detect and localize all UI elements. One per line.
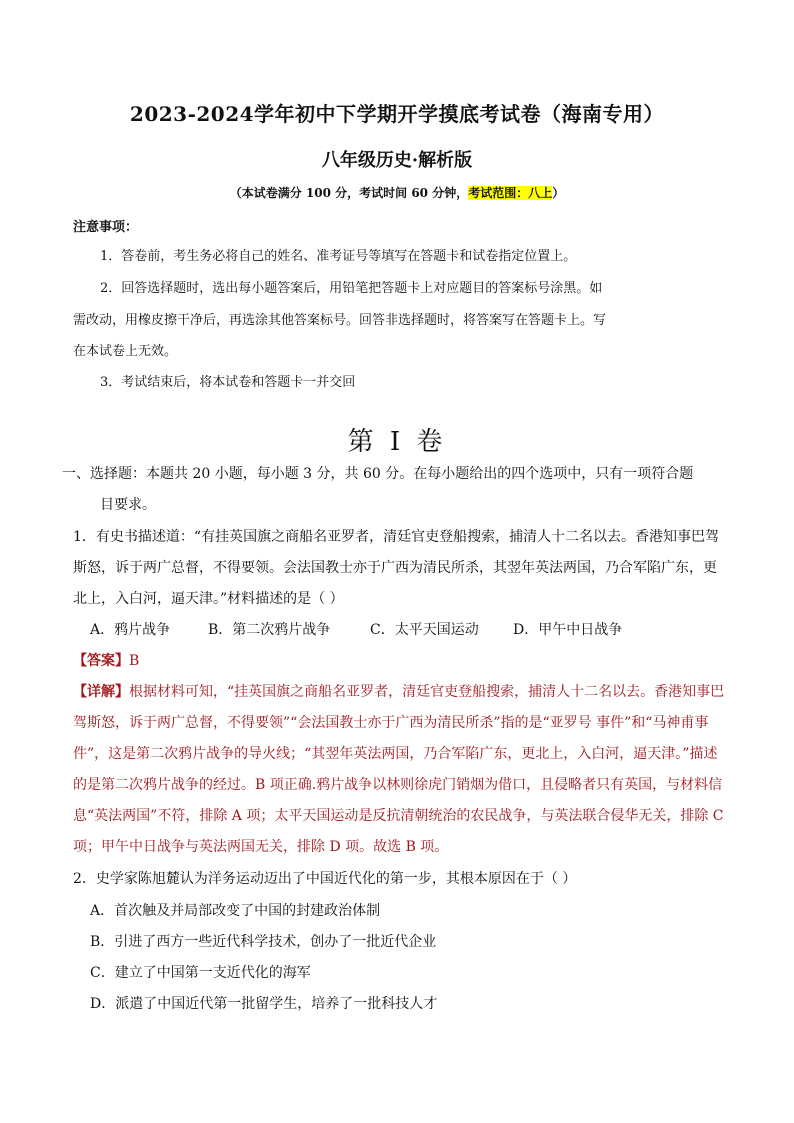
detail-line: 项；甲午中日战争与英法两国无关，排除 D 项。故选 B 项。 [73, 839, 449, 855]
answer-value: B [129, 653, 140, 669]
detail-line: 的是第二次鸦片战争的经过。B 项正确.鸦片战争以林则徐虎门销烟为借口，且侵略者只有英国，与材料信 [73, 777, 723, 793]
answer-tag: 【答案】 [73, 653, 129, 669]
notice-line: 2．回答选择题时，选出每小题答案后，用铅笔把答题卡上对应题目的答案标号涂黑。如 [100, 281, 603, 296]
notice-line: 在本试卷上无效。 [73, 344, 178, 359]
exam-meta [0, 184, 794, 201]
exam-subtitle: 八年级历史·解析版 [321, 150, 473, 171]
meta-suffix: ） [552, 186, 565, 200]
question-2-stem: 2．史学家陈旭麓认为洋务运动迈出了中国近代化的第一步，其根本原因在于（ ） [73, 871, 577, 887]
question-1-answer [73, 654, 139, 668]
detail-line: 驾斯怒，诉于两广总督，不得要领”“会法国教士亦于广西为清民所杀”指的是“亚罗号 事件”和“马神甫事 [73, 715, 709, 731]
question-1-stem: 斯怒，诉于两广总督，不得要领。会法国教士亦于广西为清民所杀，其翌年英法两国，乃合军陷广东，更 [73, 560, 717, 576]
detail-line: 根据材料可知，“挂英国旗之商船名亚罗者，清廷官吏登船搜索，捕清人十二名以去。香港知事巴 [129, 684, 725, 700]
notice-line: 需改动，用橡皮擦干净后，再选涂其他答案标号。回答非选择题时，将答案写在答题卡上。写 [73, 313, 607, 328]
question-1-detail [73, 685, 724, 699]
section-intro: 一、选择题：本题共 20 小题，每小题 3 分，共 60 分。在每小题给出的四个选项中，只有一项符合题 [62, 466, 694, 482]
question-1-stem: 北上，入白河，逼天津。”材料描述的是（ ） [73, 591, 344, 607]
question-1-option-c: C．太平天国运动 [370, 622, 479, 638]
question-2-option-b: B．引进了西方一些近代科学技术，创办了一批近代企业 [90, 934, 437, 950]
meta-scope-highlight: 考试范围：八上 [468, 186, 553, 200]
question-1-stem: 1．有史书描述道：“有挂英国旗之商船名亚罗者，清廷官吏登船搜索，捕清人十二名以去。香港知事巴驾 [73, 529, 720, 545]
exam-title: 2023-2024学年初中下学期开学摸底考试卷（海南专用） [129, 102, 665, 126]
notice-line: 1．答卷前，考生务必将自己的姓名、准考证号等填写在答题卡和试卷指定位置上。 [100, 249, 577, 264]
detail-line: 息“英法两国”不符，排除 A 项；太平天国运动是反抗清朝统治的农民战争，与英法联合侵华无关，排除 C [73, 808, 724, 824]
detail-line: 件”，这是第二次鸦片战争的导火线；“其翌年英法两国，乃合军陷广东，更北上，入白河，逼天津。”描述 [73, 746, 718, 762]
question-1-option-a: A．鸦片战争 [90, 622, 171, 638]
section-intro-cont: 目要求。 [100, 497, 156, 513]
notice-line: 3．考试结束后，将本试卷和答题卡一并交回 [100, 375, 356, 390]
question-1-option-b: B．第二次鸦片战争 [208, 622, 331, 638]
question-2-option-c: C．建立了中国第一支近代化的海军 [90, 965, 311, 981]
section-heading: 第 I 卷 [347, 427, 447, 457]
meta-prefix: （本试卷满分 100 分，考试时间 60 分钟， [229, 186, 469, 200]
detail-tag: 【详解】 [73, 684, 129, 700]
question-2-option-d: D．派遣了中国近代第一批留学生，培养了一批科技人才 [90, 996, 438, 1012]
question-1-option-d: D．甲午中日战争 [513, 622, 623, 638]
question-2-option-a: A．首次触及并局部改变了中国的封建政治体制 [90, 903, 381, 919]
notice-heading: 注意事项： [73, 220, 139, 235]
